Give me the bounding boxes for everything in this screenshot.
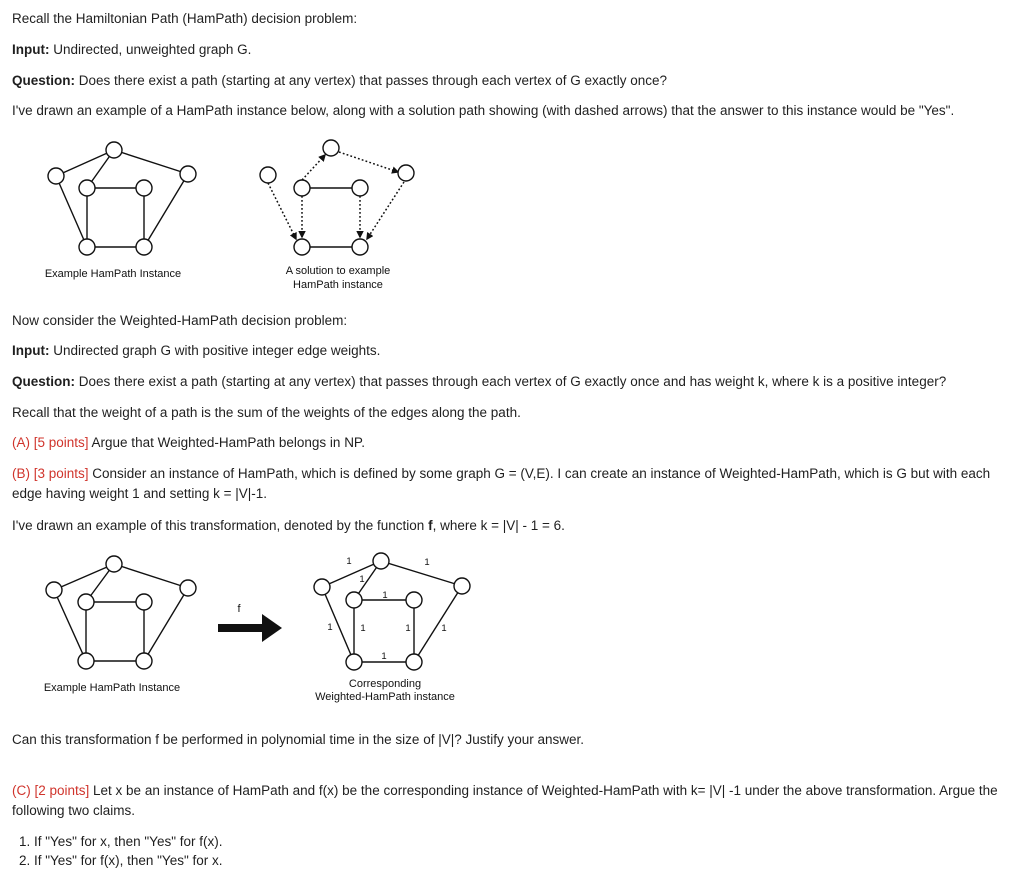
figure1-left-label: Example HamPath Instance (44, 268, 182, 280)
transform-f: f (428, 518, 433, 533)
polytime-question: Can this transformation f be performed in polynomial time in the size of |V|? Justify your answer. (12, 732, 585, 747)
question-label: Question: (12, 73, 75, 88)
edge-weight: 1 (424, 557, 430, 568)
transform-pre: I've drawn an example of this transformation, denoted by the function (12, 518, 429, 533)
transform-f-label: f (237, 603, 241, 615)
edge-weight: 1 (359, 574, 365, 585)
figure1-right-label-2: HamPath instance (293, 279, 383, 291)
weighted-recall: Recall that the weight of a path is the sum of the weights of the edges along the path. (12, 405, 521, 420)
edge-weight: 1 (381, 651, 387, 662)
edge-weight: 1 (382, 590, 388, 601)
part-b-tag: (B) [3 points] (12, 466, 89, 481)
intro-recall: Recall the Hamiltonian Path (HamPath) decision problem: (12, 11, 358, 26)
claim-item: 1. If "Yes" for x, then "Yes" for f(x). (34, 832, 223, 851)
part-a (12, 434, 365, 452)
part-a-text: Argue that Weighted-HamPath belongs in NP. (88, 435, 365, 450)
example-hampath-graph-2 (46, 556, 196, 669)
edge-weight: 1 (360, 623, 366, 634)
part-c-tag: (C) [2 points] (12, 783, 90, 798)
weighted-input-label: Input: (12, 343, 50, 358)
question-text: Does there exist a path (starting at any vertex) that passes through each vertex of G exactly once? (75, 73, 668, 88)
claim-item: 2. If "Yes" for f(x), then "Yes" for x. (34, 851, 223, 870)
transform-arrow (218, 614, 282, 642)
part-c-text: Let x be an instance of HamPath and f(x) be the corresponding instance of Weighted-HamPath with k= |V| -1 under the above transformation. Argue the following two claims. (12, 783, 998, 818)
figure2-left-label: Example HamPath Instance (43, 682, 181, 694)
weighted-consider: Now consider the Weighted-HamPath decision problem: (12, 313, 348, 328)
weighted-input (12, 342, 380, 360)
edge-weight: 1 (346, 556, 352, 567)
edge-weight: 1 (327, 622, 333, 633)
transform-post: , where k = |V| - 1 = 6. (432, 518, 565, 533)
edge-weight: 1 (405, 623, 411, 634)
part-c (12, 781, 1016, 821)
figure2-right-label-1: Corresponding (348, 678, 422, 690)
solution-path-graph (260, 140, 414, 255)
input-text: Undirected, unweighted graph G. (49, 42, 252, 57)
weighted-question-text: Does there exist a path (starting at any vertex) that passes through each vertex of G exactly once and has weight k, where k is a positive integer? (75, 374, 947, 389)
part-a-tag: (A) [5 points] (12, 435, 89, 450)
figure1-right-label-1: A solution to example (285, 265, 391, 277)
intro-example: I've drawn an example of a HamPath instance below, along with a solution path showing (with dashed arrows) that the answer to this instance would be "Yes". (12, 103, 955, 118)
example-hampath-graph (48, 142, 196, 255)
weighted-question-label: Question: (12, 374, 75, 389)
weighted-question (12, 373, 946, 391)
part-b-text: Consider an instance of HamPath, which is defined by some graph G = (V,E). I can create an instance of Weighted-HamPath, which is G but with each edge having weight 1 and setting k = |V|-1. (12, 466, 991, 501)
part-b-transform (12, 517, 565, 535)
weighted-hampath-graph (314, 553, 470, 670)
part-b (12, 464, 1016, 504)
edge-weight: 1 (441, 623, 447, 634)
input-label: Input: (12, 42, 50, 57)
weighted-input-text: Undirected graph G with positive integer edge weights. (49, 343, 381, 358)
claims-list (12, 832, 223, 870)
figure2-right-label-2: Weighted-HamPath instance (315, 691, 455, 703)
